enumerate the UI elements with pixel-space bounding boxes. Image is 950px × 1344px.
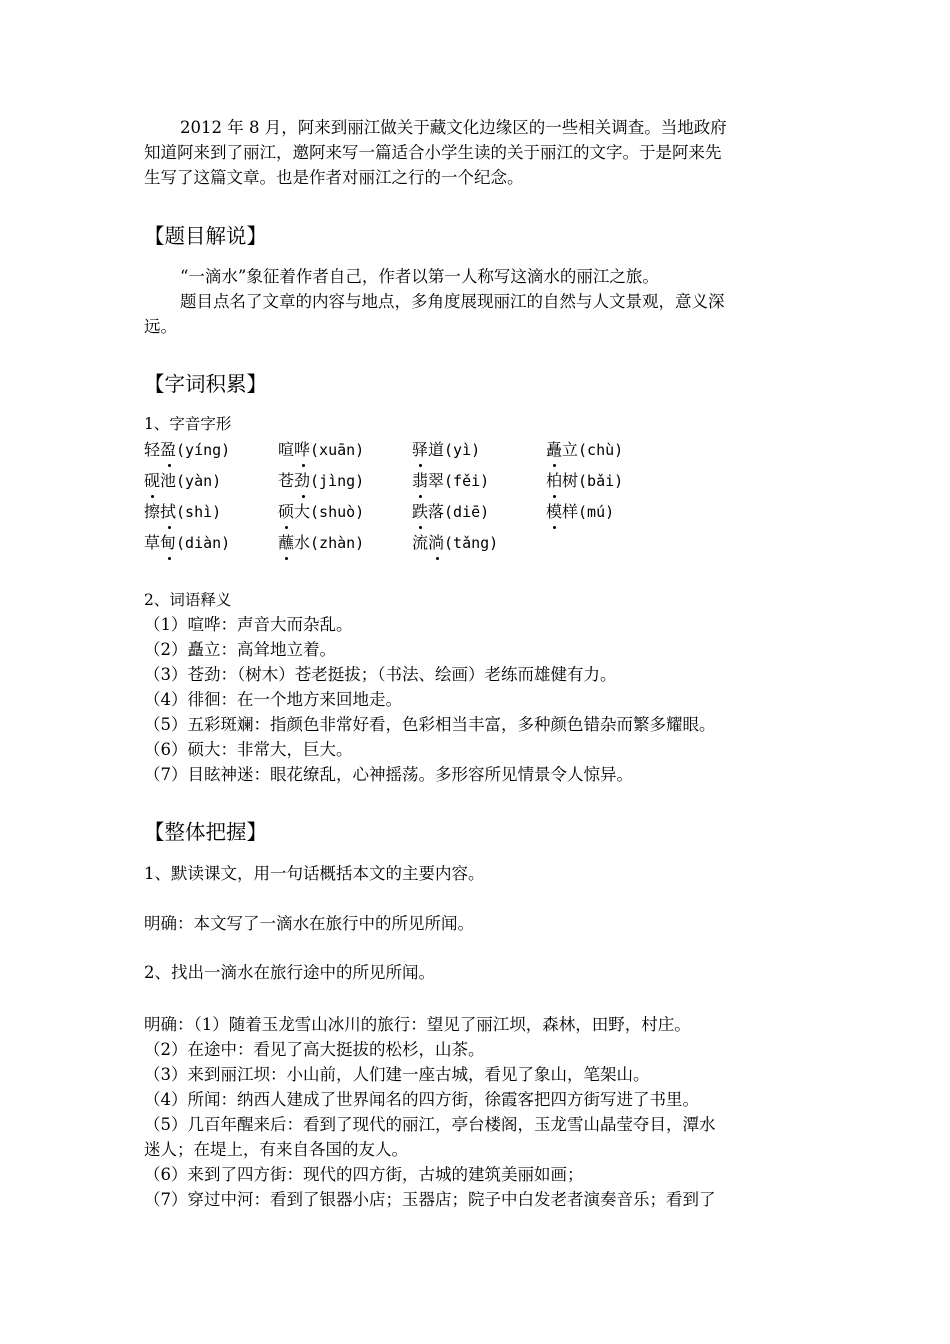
section-heading: 【题目解说】 [144, 224, 267, 248]
vocab-row [144, 437, 704, 468]
vocab-item [278, 530, 364, 556]
definition-item: （1）喧哗：声音大而杂乱。 [144, 615, 353, 634]
vocab-word: 驿道 [412, 440, 445, 459]
emphasis-dot [436, 557, 439, 560]
emphasis-dot [553, 495, 556, 498]
vocab-item [144, 499, 221, 525]
intro-line: 知道阿来到了丽江，邀阿来写一篇适合小学生读的关于丽江的文字。于是阿来先 [144, 143, 722, 162]
answer-2 [144, 1012, 812, 1212]
emphasis-dot [285, 526, 288, 529]
vocab-pinyin: (yì) [444, 441, 481, 459]
intro-paragraph [144, 115, 812, 190]
definitions-subheading [144, 588, 812, 613]
emphasis-dot [168, 464, 171, 467]
intro-line: 生写了这篇文章。也是作者对丽江之行的一个纪念。 [144, 168, 524, 187]
vocab-word: 模样 [546, 502, 579, 521]
answer-line: （3）来到丽江坝：小山前，人们建一座古城，看见了象山，笔架山。 [144, 1065, 650, 1084]
definition-item: （2）矗立：高耸地立着。 [144, 640, 336, 659]
emphasis-dot [419, 464, 422, 467]
vocab-item [546, 437, 623, 463]
section-vocabulary [144, 369, 812, 399]
vocab-word: 喧哗 [278, 440, 311, 459]
emphasis-dot [168, 557, 171, 560]
pronunciation-subheading [144, 412, 812, 437]
vocab-pinyin: (shì) [176, 503, 222, 521]
emphasis-dot [419, 526, 422, 529]
answer-line: （2）在途中：看见了高大挺拔的松杉，山茶。 [144, 1040, 485, 1059]
vocab-word: 草甸 [144, 533, 177, 552]
definition-item: （5）五彩斑斓：指颜色非常好看，色彩相当丰富，多种颜色错杂而繁多耀眼。 [144, 715, 716, 734]
section-title-explanation [144, 221, 812, 251]
emphasis-dot [151, 495, 154, 498]
vocab-word: 擦拭 [144, 502, 177, 521]
answer-line: （6）来到了四方街：现代的四方街，古城的建筑美丽如画； [144, 1165, 584, 1184]
vocab-pinyin: (tǎng) [444, 534, 499, 552]
vocab-item [144, 468, 221, 494]
emphasis-dot [553, 526, 556, 529]
vocab-word: 翡翠 [412, 471, 445, 490]
vocab-item [546, 499, 614, 525]
answer-line: （5）几百年醒来后：看到了现代的丽江，亭台楼阁，玉龙雪山晶莹夺目，潭水 [144, 1115, 716, 1134]
subheading: 2、词语释义 [144, 591, 232, 609]
definition-item: （3）苍劲：（树木）苍老挺拔；（书法、绘画）老练而雄健有力。 [144, 665, 617, 684]
emphasis-dot [553, 464, 556, 467]
vocab-pinyin: (xuān) [310, 441, 365, 459]
question-2 [144, 960, 812, 985]
vocab-word: 柏树 [546, 471, 579, 490]
vocab-pinyin: (mú) [578, 503, 615, 521]
vocab-word: 矗立 [546, 440, 579, 459]
answer-line: （4）所闻：纳西人建成了世界闻名的四方街，徐霞客把四方街写进了书里。 [144, 1090, 699, 1109]
explanation-line: 远。 [144, 317, 177, 336]
vocab-pinyin: (yíng) [176, 441, 231, 459]
vocab-item [412, 530, 498, 556]
vocab-pinyin: (diē) [444, 503, 490, 521]
vocab-pinyin: (zhàn) [310, 534, 365, 552]
emphasis-dot [302, 495, 305, 498]
intro-line: 2012 年 8 月，阿来到丽江做关于藏文化边缘区的一些相关调查。当地政府 [180, 118, 727, 137]
vocab-grid [144, 437, 704, 561]
explanation-line: “一滴水”象征着作者自己，作者以第一人称写这滴水的丽江之旅。 [180, 267, 659, 286]
vocab-word: 蘸水 [278, 533, 311, 552]
subheading: 1、字音字形 [144, 415, 232, 433]
answer-line: （7）穿过中河：看到了银器小店；玉器店；院子中白发老者演奏音乐；看到了 [144, 1190, 716, 1209]
vocab-row [144, 530, 704, 561]
question-1 [144, 861, 812, 886]
vocab-word: 流淌 [412, 533, 445, 552]
vocab-pinyin: (chù) [578, 441, 624, 459]
vocab-row [144, 468, 704, 499]
vocab-item [278, 499, 364, 525]
section-heading: 【整体把握】 [144, 820, 267, 844]
vocab-item [546, 468, 623, 494]
explanation-line: 题目点名了文章的内容与地点，多角度展现丽江的自然与人文景观，意义深 [180, 292, 725, 311]
question-text: 1、默读课文，用一句话概括本文的主要内容。 [144, 864, 485, 883]
vocab-pinyin: (shuò) [310, 503, 365, 521]
answer-line: 迷人；在堤上，有来自各国的友人。 [144, 1140, 408, 1159]
emphasis-dot [168, 526, 171, 529]
vocab-pinyin: (diàn) [176, 534, 231, 552]
emphasis-dot [419, 495, 422, 498]
vocab-item [144, 437, 230, 463]
definitions-list [144, 612, 812, 787]
vocab-word: 跌落 [412, 502, 445, 521]
definition-item: （6）硕大：非常大，巨大。 [144, 740, 353, 759]
emphasis-dot [285, 557, 288, 560]
question-text: 2、找出一滴水在旅行途中的所见所闻。 [144, 963, 435, 982]
vocab-item [412, 437, 480, 463]
vocab-item [144, 530, 230, 556]
emphasis-dot [302, 464, 305, 467]
vocab-pinyin: (jìng) [310, 472, 365, 490]
vocab-pinyin: (fěi) [444, 472, 490, 490]
vocab-item [278, 437, 364, 463]
vocab-item [412, 499, 489, 525]
vocab-word: 轻盈 [144, 440, 177, 459]
section-overall-grasp [144, 817, 812, 847]
explanation-paragraph [144, 264, 812, 339]
definition-item: （4）徘徊：在一个地方来回地走。 [144, 690, 402, 709]
answer-line: 明确：（1）随着玉龙雪山冰川的旅行：望见了丽江坝，森林，田野，村庄。 [144, 1015, 691, 1034]
answer-1 [144, 911, 812, 936]
vocab-word: 硕大 [278, 502, 311, 521]
vocab-item [412, 468, 489, 494]
vocab-item [278, 468, 364, 494]
vocab-row [144, 499, 704, 530]
answer-text: 明确：本文写了一滴水在旅行中的所见所闻。 [144, 914, 474, 933]
section-heading: 【字词积累】 [144, 372, 267, 396]
vocab-pinyin: (yàn) [176, 472, 222, 490]
vocab-word: 苍劲 [278, 471, 311, 490]
vocab-pinyin: (bǎi) [578, 472, 624, 490]
definition-item: （7）目眩神迷：眼花缭乱，心神摇荡。多形容所见情景令人惊异。 [144, 765, 633, 784]
vocab-word: 砚池 [144, 471, 177, 490]
